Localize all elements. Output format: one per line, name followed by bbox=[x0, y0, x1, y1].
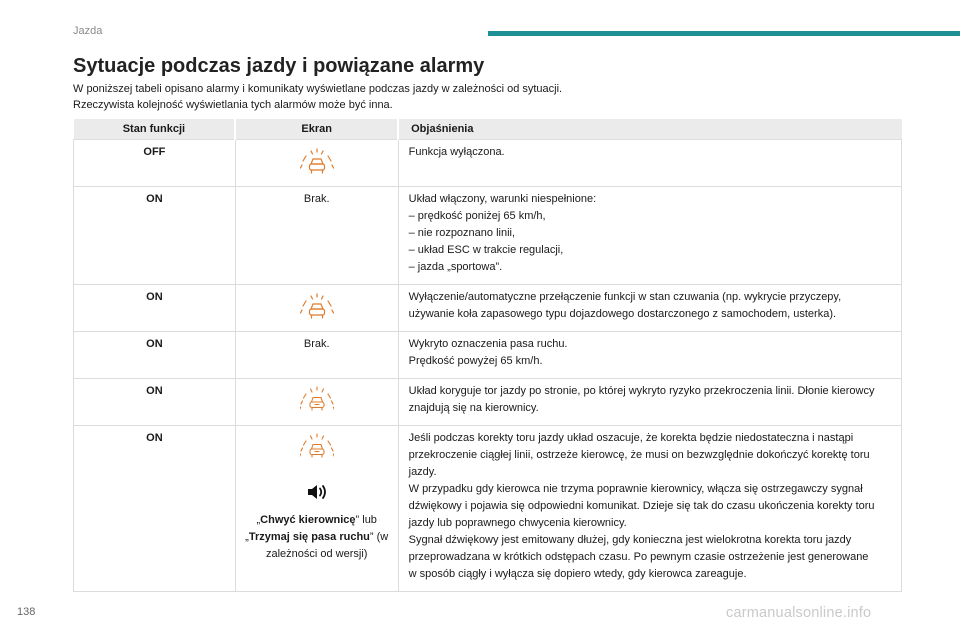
caption-text: zależności od wersji) bbox=[265, 548, 368, 560]
message-stay-in-lane: Trzymaj się pasa ruchu bbox=[248, 531, 370, 543]
page-title: Sytuacje podczas jazdy i powiązane alarmy bbox=[73, 55, 485, 77]
explanation-line: Wyłączenie/automatyczne przełączenie funkcji w stan czuwania (np. wykrycie przyczepy, bbox=[408, 291, 842, 303]
screen-cell: Brak. bbox=[235, 187, 398, 285]
screen-cell bbox=[235, 285, 398, 332]
screen-cell bbox=[235, 426, 398, 592]
explanation-cell bbox=[398, 332, 901, 379]
page-number: 138 bbox=[17, 606, 36, 618]
explanation-line: używanie koła zapasowego typu dojazdowego dostarczonego z samochodem, usterka). bbox=[408, 308, 837, 320]
state-cell: OFF bbox=[74, 140, 236, 187]
intro-line: Rzeczywista kolejność wyświetlania tych alarmów może być inna. bbox=[73, 98, 393, 111]
column-header-state: Stan funkcji bbox=[74, 119, 236, 140]
explanation-line: przekroczenie ciągłej linii, ostrzeże kierowcę, że musi on bezwzględnie dokończyć korektę toru bbox=[408, 449, 870, 461]
intro-line: W poniższej tabeli opisano alarmy i komunikaty wyświetlane podczas jazdy w zależności od sytuacji. bbox=[73, 83, 563, 95]
screen-cell bbox=[235, 140, 398, 187]
state-cell: ON bbox=[74, 285, 236, 332]
table-header-row bbox=[74, 119, 902, 140]
state-cell: ON bbox=[74, 332, 236, 379]
explanation-line: Prędkość powyżej 65 km/h. bbox=[408, 355, 543, 367]
lane-keep-active-icon bbox=[300, 385, 334, 417]
explanation-line: Układ koryguje tor jazdy po stronie, po której wykryto ryzyko przekroczenia linii. Dłonie kierowcy bbox=[408, 385, 875, 397]
explanation-line: przeprowadzana w krótkich odstępach czasu. Po pewnym czasie ostrzeżenie jest generowane bbox=[408, 551, 869, 563]
table-row bbox=[74, 285, 902, 332]
explanation-cell bbox=[398, 187, 901, 285]
section-label: Jazda bbox=[73, 25, 103, 37]
explanation-line: – jazda „sportowa”. bbox=[408, 261, 503, 273]
caption-text: ” (w bbox=[369, 531, 389, 543]
explanation-line: Funkcja wyłączona. bbox=[408, 146, 505, 158]
lane-keep-off-icon bbox=[300, 291, 334, 323]
lane-keep-active-icon bbox=[300, 432, 334, 464]
explanation-cell bbox=[398, 285, 901, 332]
explanation-cell bbox=[398, 426, 901, 592]
message-hold-wheel: Chwyć kierownicę bbox=[260, 514, 356, 526]
explanation-line: jazdy lub poprawnego chwycenia kierownicy. bbox=[408, 517, 627, 529]
speaker-sound-icon bbox=[306, 482, 328, 502]
explanation-line: – układ ESC w trakcie regulacji, bbox=[408, 244, 564, 256]
column-header-explanation: Objaśnienia bbox=[398, 119, 901, 140]
table-row bbox=[74, 140, 902, 187]
explanation-line: jazdy. bbox=[408, 466, 437, 478]
explanation-line: Układ włączony, warunki niespełnione: bbox=[408, 193, 597, 205]
explanation-line: – nie rozpoznano linii, bbox=[408, 227, 516, 239]
explanation-line: Sygnał dźwiękowy jest emitowany dłużej, gdy konieczna jest wielokrotna korekta toru jazdy bbox=[408, 534, 852, 546]
screen-cell bbox=[235, 379, 398, 426]
state-cell: ON bbox=[74, 187, 236, 285]
column-header-screen: Ekran bbox=[235, 119, 398, 140]
explanation-line: w sposób ciągły i wyłącza się dopiero wtedy, gdy kierowca zareaguje. bbox=[408, 568, 747, 580]
explanation-cell bbox=[398, 379, 901, 426]
state-cell: ON bbox=[74, 379, 236, 426]
explanation-line: znajdują się na kierownicy. bbox=[408, 402, 539, 414]
explanation-line: Wykryto oznaczenia pasa ruchu. bbox=[408, 338, 568, 350]
quote-mark: „ bbox=[256, 514, 261, 526]
table-row bbox=[74, 187, 902, 285]
state-cell: ON bbox=[74, 426, 236, 592]
table-row bbox=[74, 332, 902, 379]
intro-text bbox=[73, 82, 562, 113]
section-accent-bar bbox=[488, 31, 960, 36]
screen-cell: Brak. bbox=[235, 332, 398, 379]
lane-keep-off-icon bbox=[300, 146, 334, 178]
caption-text: ” lub bbox=[355, 514, 377, 526]
table-row bbox=[74, 426, 902, 592]
explanation-line: Jeśli podczas korekty toru jazdy układ oszacuje, że korekta będzie niedostateczna i nastąpi bbox=[408, 432, 854, 444]
explanation-line: – prędkość poniżej 65 km/h, bbox=[408, 210, 546, 222]
explanation-cell bbox=[398, 140, 901, 187]
explanation-line: W przypadku gdy kierowca nie trzyma poprawnie kierownicy, włącza się ostrzegawczy sygnał bbox=[408, 483, 863, 495]
explanation-line: dźwiękowy i pojawia się odpowiedni komunikat. Dzieje się tak do czasu ukończenia korekty toru bbox=[408, 500, 875, 512]
watermark: carmanualsonline.info bbox=[726, 605, 872, 621]
table-row bbox=[74, 379, 902, 426]
voice-message-caption bbox=[242, 512, 392, 563]
quote-mark: „ bbox=[245, 531, 249, 543]
alarms-table bbox=[73, 119, 902, 592]
